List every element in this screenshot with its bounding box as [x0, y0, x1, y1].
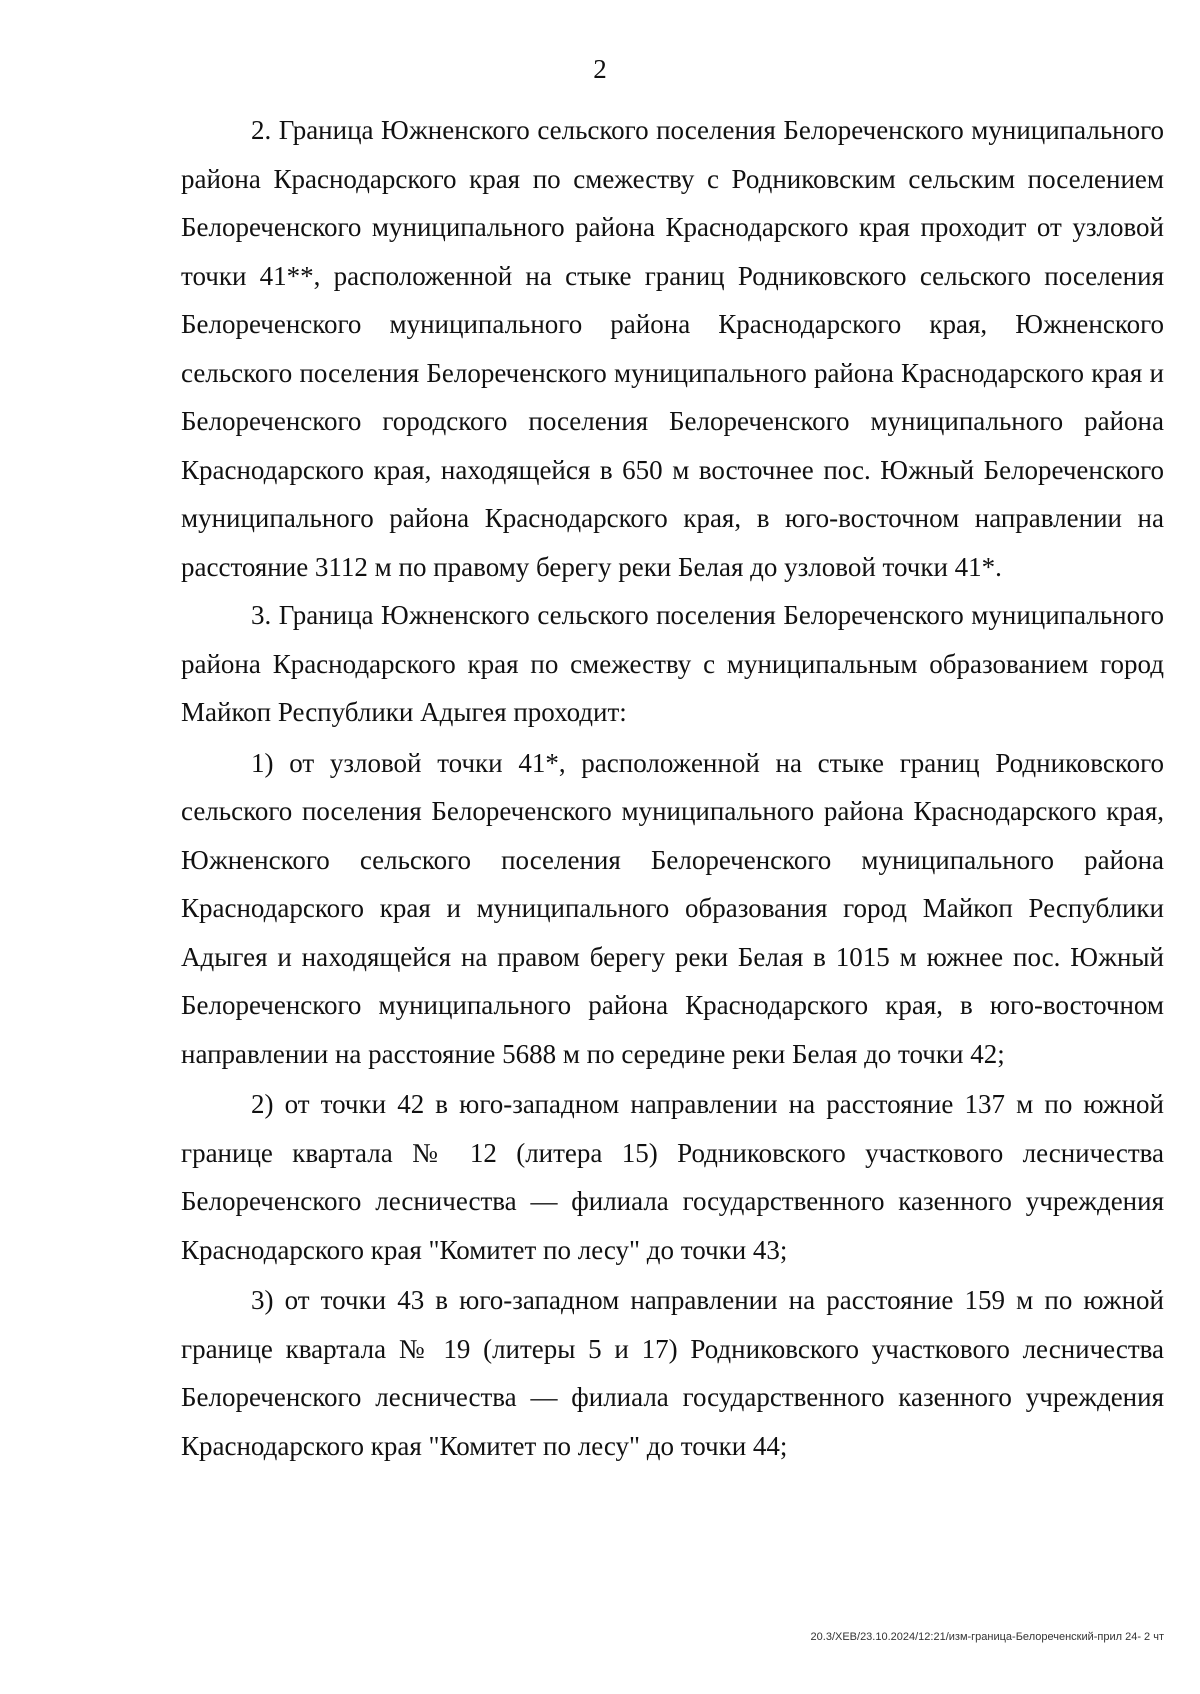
page-number: 2	[593, 54, 607, 84]
paragraph-3-item-2: 2) от точки 42 в юго-западном направлении на расстояние 137 м по южной границе квартала № 12 (литера 15) Родниковского участкового лесничества Белореченского лесничества — филиала государственного казенного учреждения Краснодарского края "Комитет по лесу" до точки 43;	[181, 1089, 1164, 1265]
paragraph-3-item-3: 3) от точки 43 в юго-западном направлении на расстояние 159 м по южной границе квартала № 19 (литеры 5 и 17) Родниковского участкового лесничества Белореченского лесничества — филиала государственного казенного учреждения Краснодарского края "Комитет по лесу" до точки 44;	[181, 1285, 1164, 1461]
paragraph-2: 2. Граница Южненского сельского поселения Белореченского муниципального района Краснодарского края по смежеству с Родниковским сельским поселением Белореченского муниципального района Краснодарского края проходит от узловой точки 41**, расположенной на стыке границ Родниковского сельского поселения Белореченского муниципального района Краснодарского края, Южненского сельского поселения Белореченского муниципального района Краснодарского края и Белореченского городского поселения Белореченского муниципального района Краснодарского края, находящейся в 650 м восточнее пос. Южный Белореченского муниципального района Краснодарского края, в юго-восточном направлении на расстояние 3112 м по правому берегу реки Белая до узловой точки 41*.	[181, 115, 1164, 582]
document-footer-stamp: 20.3/ХЕВ/23.10.2024/12:21/изм-граница-Белореченский-прил 24- 2 чт	[810, 1631, 1164, 1643]
paragraph-3-item-1: 1) от узловой точки 41*, расположенной на стыке границ Родниковского сельского поселения Белореченского муниципального района Краснодарского края, Южненского сельского поселения Белореченского муниципального района Краснодарского края и муниципального образования город Майкоп Республики Адыгея и находящейся на правом берегу реки Белая в 1015 м южнее пос. Южный Белореченского муниципального района Краснодарского края, в юго-восточном направлении на расстояние 5688 м по середине реки Белая до точки 42;	[181, 747, 1164, 1069]
document-body	[181, 106, 1164, 1470]
paragraph-3: 3. Граница Южненского сельского поселения Белореченского муниципального района Краснодарского края по смежеству с муниципальным образованием город Майкоп Республики Адыгея проходит:	[181, 600, 1164, 727]
